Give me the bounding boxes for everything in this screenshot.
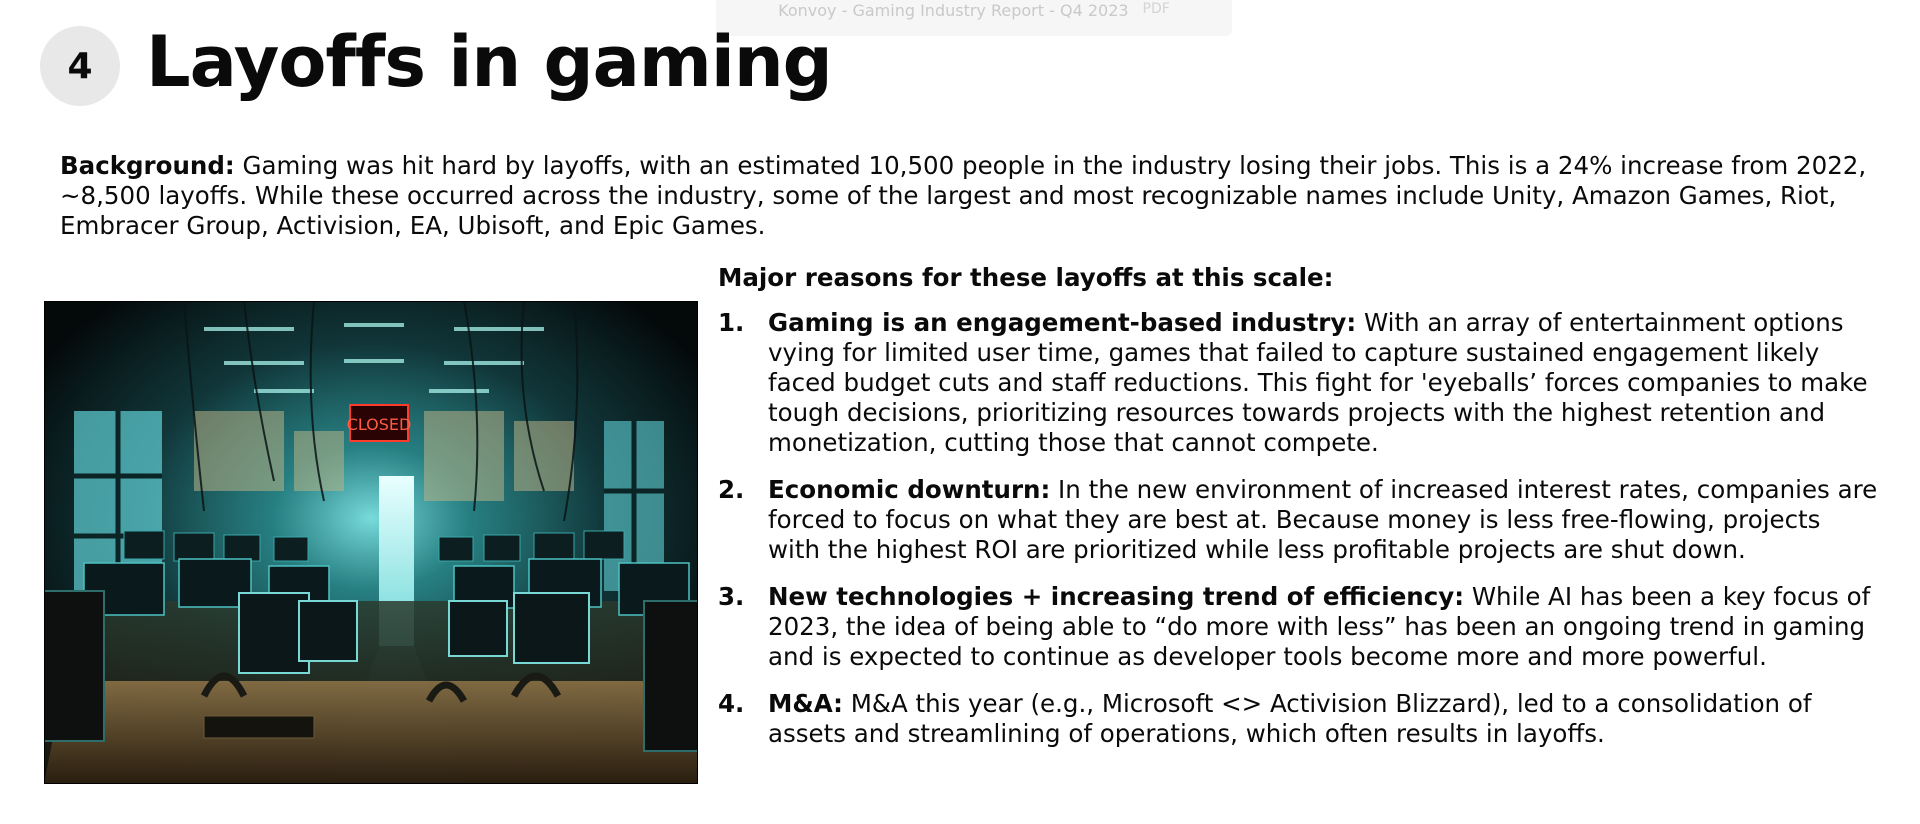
reason-text: With an array of entertainment options vying for limited user time, games that failed to capture sustained engagement likely faced budget cuts and staff reductions. This fight for 'eyeballs’ forces companies to make tough decisions, prioritizing resources towards projects with the highest retention and monetization, cutting those that cannot compete. [768, 308, 1868, 457]
reason-number: 1. [718, 308, 745, 337]
reason-item [718, 308, 1880, 458]
reason-item [718, 582, 1880, 672]
reason-item [718, 689, 1880, 749]
section-number-badge [40, 26, 120, 106]
closed-sign-text: CLOSED [346, 415, 412, 434]
reason-text: In the new environment of increased interest rates, companies are forced to focus on what they are best at. Because money is less free-flowing, projects with the highest ROI are prioritized while less profitable projects are shut down. [768, 475, 1878, 564]
document-title: Konvoy - Gaming Industry Report - Q4 2023 [778, 1, 1129, 20]
front-desk [44, 681, 698, 784]
section-number: 4 [67, 45, 93, 87]
reason-text: While AI has been a key focus of 2023, the idea of being able to “do more with less” has been an ongoing trend in gaming and is expected to continue as developer tools become more and more powerful. [768, 582, 1871, 671]
reason-number: 3. [718, 582, 745, 611]
reason-item [718, 475, 1880, 565]
reasons-list [718, 308, 1880, 766]
closed-office-illustration [44, 301, 698, 784]
reasons-heading: Major reasons for these layoffs at this scale: [718, 263, 1334, 292]
background-label: Background: [60, 151, 235, 180]
reason-lead: M&A: [768, 689, 843, 718]
illustration-svg [44, 301, 698, 784]
desk-keyboard [204, 716, 314, 738]
reason-number: 4. [718, 689, 745, 718]
reason-lead: Economic downturn: [768, 475, 1051, 504]
reason-lead: Gaming is an engagement-based industry: [768, 308, 1357, 337]
background-text: Gaming was hit hard by layoffs, with an estimated 10,500 people in the industry losing their jobs. This is a 24% increase from 2022, ~8,500 layoffs. While these occurred across the industry, some of the largest and most recognizable names include Unity, Amazon Games, Riot, Embracer Group, Activision, EA, Ubisoft, and Epic Games. [60, 151, 1867, 240]
page-title: Layoffs in gaming [146, 21, 832, 103]
file-type-badge: PDF [1142, 1, 1170, 17]
background-paragraph [60, 151, 1880, 241]
reason-number: 2. [718, 475, 745, 504]
reason-text: M&A this year (e.g., Microsoft <> Activision Blizzard), led to a consolidation of assets and streamlining of operations, which often results in layoffs. [768, 689, 1812, 748]
reason-lead: New technologies + increasing trend of efficiency: [768, 582, 1465, 611]
